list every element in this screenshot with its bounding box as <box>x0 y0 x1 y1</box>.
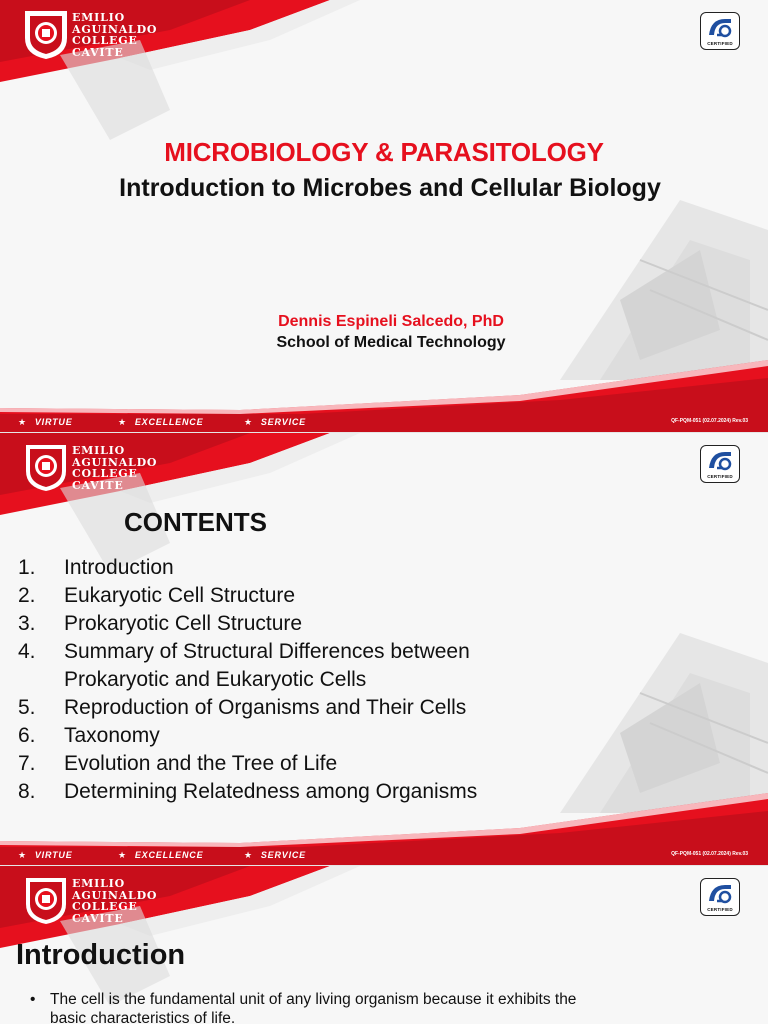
motto-virtue <box>18 417 73 428</box>
college-name-line: CAVITE <box>72 45 124 59</box>
bullet-line: The cell is the fundamental unit of any living organism because it exhibits the <box>50 991 577 1008</box>
star-icon: ★ <box>118 417 127 427</box>
lecture-subtitle: Introduction to Microbes and Cellular Biology <box>119 174 661 202</box>
table-of-contents <box>18 554 618 806</box>
toc-item <box>18 750 618 778</box>
college-logo <box>22 441 182 493</box>
college-name-line: COLLEGE <box>72 900 138 913</box>
footer-mottos <box>18 417 348 431</box>
college-name-line: EMILIO <box>72 444 125 457</box>
star-icon: ★ <box>244 417 253 427</box>
star-icon: ★ <box>118 850 127 860</box>
college-name-line: AGUINALDO <box>72 455 158 469</box>
college-name-line: AGUINALDO <box>72 22 158 36</box>
college-name-line: EMILIO <box>72 11 125 24</box>
toc-item <box>18 778 618 806</box>
toc-text: Evolution and the Tree of Life <box>64 752 338 775</box>
certification-badge <box>700 445 740 483</box>
motto-label: SERVICE <box>260 417 306 427</box>
motto-label: SERVICE <box>260 850 306 860</box>
toc-text: Taxonomy <box>64 724 160 747</box>
bullet-item <box>30 990 730 1024</box>
college-logo <box>22 8 182 60</box>
toc-number: 1. <box>18 556 36 579</box>
toc-number: 4. <box>18 640 36 663</box>
toc-text: Eukaryotic Cell Structure <box>64 584 296 607</box>
certification-label: CERTIFIED <box>707 474 733 479</box>
certification-badge <box>700 878 740 916</box>
motto-label: EXCELLENCE <box>134 417 204 427</box>
certification-badge <box>700 12 740 50</box>
star-icon: ★ <box>18 850 27 860</box>
college-name-line: AGUINALDO <box>72 888 158 902</box>
bullet-line: basic characteristics of life. <box>50 1010 236 1024</box>
college-name-line: CAVITE <box>72 478 124 492</box>
college-name-line: COLLEGE <box>72 467 138 480</box>
star-icon: ★ <box>18 417 27 427</box>
toc-item <box>18 722 618 750</box>
course-title: MICROBIOLOGY & PARASITOLOGY <box>164 137 604 167</box>
toc-text: Reproduction of Organisms and Their Cells <box>64 696 467 719</box>
toc-text: Prokaryotic Cell Structure <box>64 612 303 635</box>
college-name-line: EMILIO <box>72 877 125 890</box>
certification-label: CERTIFIED <box>707 907 733 912</box>
toc-item <box>18 610 618 638</box>
college-seal-icon <box>22 8 70 60</box>
certification-label: CERTIFIED <box>707 41 733 46</box>
author-name: Dennis Espineli Salcedo, PhD <box>278 313 504 330</box>
toc-number: 2. <box>18 584 36 607</box>
motto-label: VIRTUE <box>34 417 73 427</box>
toc-item <box>18 582 618 610</box>
form-code: QF-PQM-051 (02.07.2024) Rev.03 <box>671 851 748 857</box>
introduction-title: Introduction <box>16 939 186 971</box>
certification-icon <box>701 879 741 909</box>
motto-service <box>244 417 306 428</box>
slide-background <box>0 0 768 432</box>
toc-item <box>18 694 618 722</box>
toc-item <box>18 638 618 666</box>
slide-title <box>0 0 768 432</box>
certification-icon <box>701 446 741 476</box>
toc-number: 3. <box>18 612 36 635</box>
toc-item-continued <box>18 666 618 694</box>
toc-text: Determining Relatedness among Organisms <box>64 780 478 803</box>
toc-number: 6. <box>18 724 36 747</box>
motto-service <box>244 850 306 861</box>
college-logo <box>22 874 182 926</box>
toc-text: Summary of Structural Differences between <box>64 640 470 663</box>
toc-number: 8. <box>18 780 36 803</box>
motto-excellence <box>118 417 203 428</box>
contents-title: CONTENTS <box>124 507 267 537</box>
bullet-text <box>50 990 576 1024</box>
motto-excellence <box>118 850 203 861</box>
star-icon: ★ <box>244 850 253 860</box>
toc-text: Prokaryotic and Eukaryotic Cells <box>64 668 367 691</box>
motto-label: EXCELLENCE <box>134 850 204 860</box>
school-name: School of Medical Technology <box>276 334 506 351</box>
college-seal-icon <box>22 441 70 493</box>
slide-contents <box>0 433 768 865</box>
college-seal-icon <box>22 874 70 926</box>
motto-virtue <box>18 850 73 861</box>
college-name-line: COLLEGE <box>72 34 138 47</box>
motto-label: VIRTUE <box>34 850 73 860</box>
college-name-line: CAVITE <box>72 911 124 925</box>
certification-icon <box>701 13 741 43</box>
toc-number: 7. <box>18 752 36 775</box>
footer-mottos <box>18 850 348 864</box>
college-name <box>72 878 157 924</box>
toc-item <box>18 554 618 582</box>
slide-introduction <box>0 866 768 1024</box>
college-name <box>72 12 157 58</box>
toc-text: Introduction <box>64 556 174 579</box>
bullet-icon: • <box>30 991 36 1008</box>
form-code: QF-PQM-051 (02.07.2024) Rev.03 <box>671 418 748 424</box>
toc-number: 5. <box>18 696 36 719</box>
college-name <box>72 445 157 491</box>
toc-number <box>18 666 64 694</box>
